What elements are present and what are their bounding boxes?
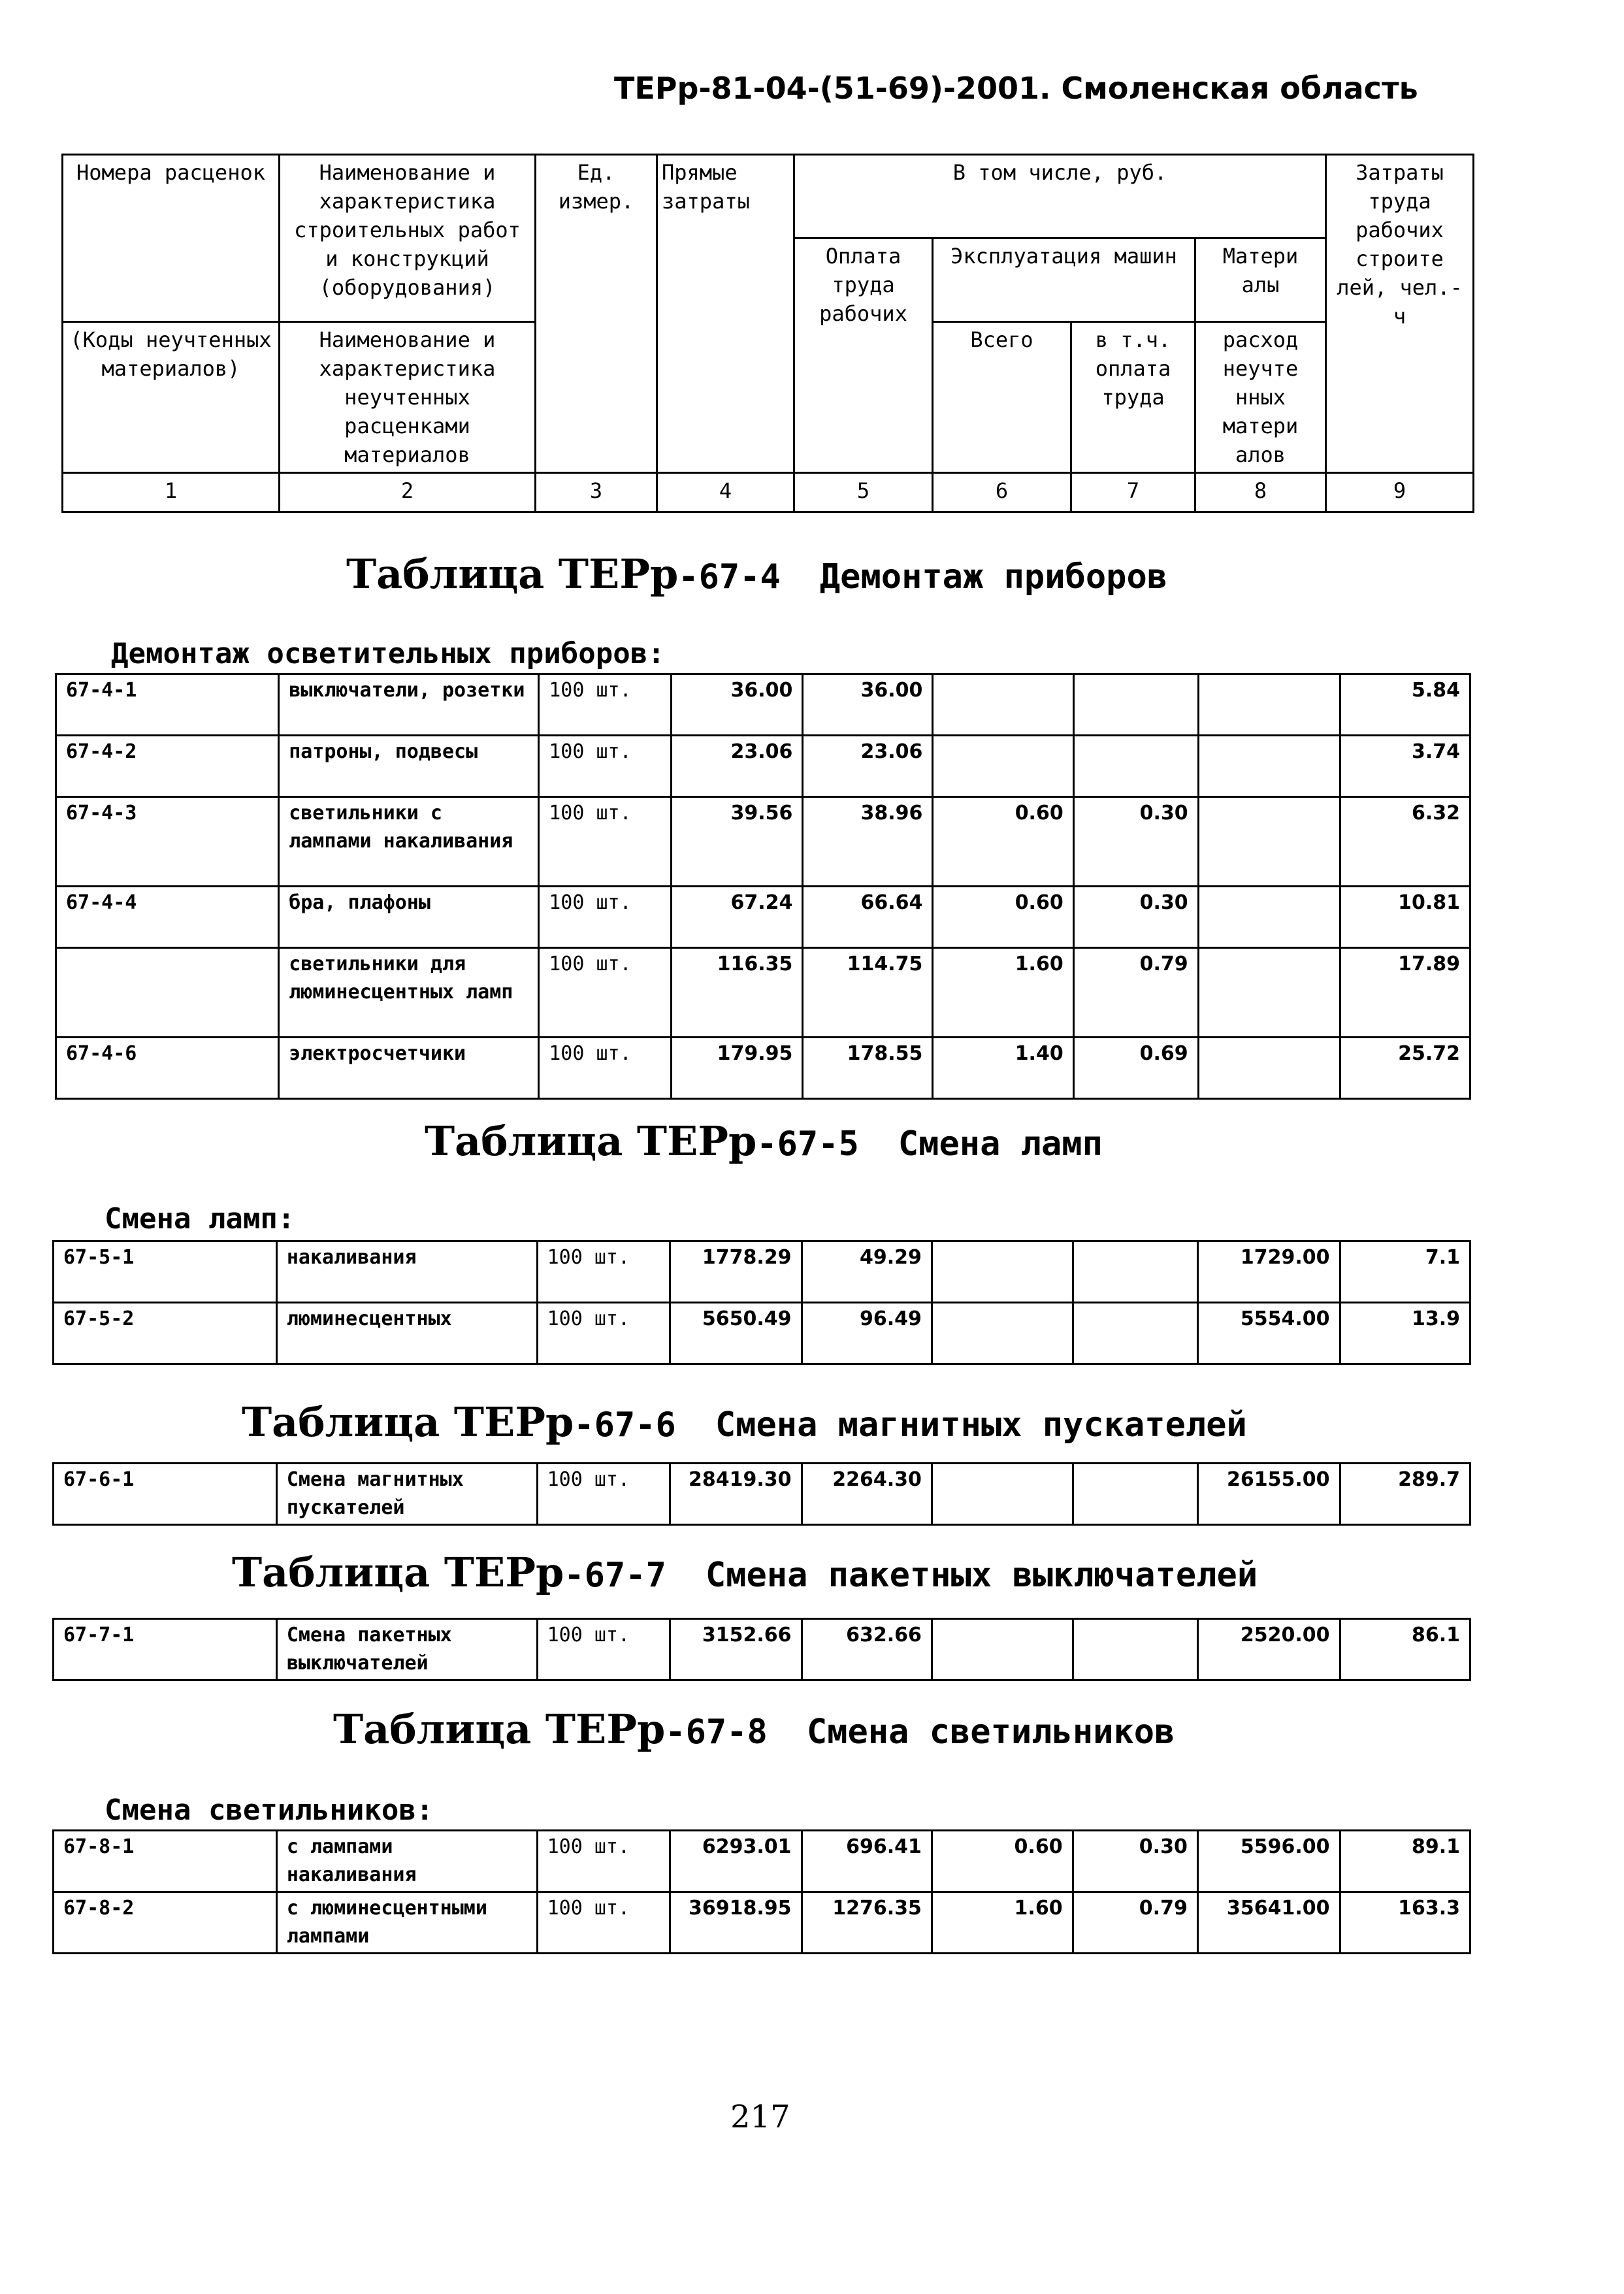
labor-hours: 289.7: [1340, 1464, 1470, 1525]
materials: [1198, 887, 1340, 948]
work-name: выключатели, розетки: [279, 674, 539, 736]
machine-cost: [932, 1464, 1073, 1525]
work-name: бра, плафоны: [279, 887, 539, 948]
rate-code: 67-7-1: [54, 1619, 277, 1680]
header-colnum: 1: [63, 473, 280, 512]
header-materials-unaccounted: расход неучте нных матери алов: [1195, 322, 1326, 473]
direct-costs: 116.35: [672, 948, 803, 1038]
table-row: [54, 1241, 1470, 1303]
header-colnum: 4: [657, 473, 794, 512]
work-name: Смена пакетных выключателей: [276, 1619, 537, 1680]
machine-cost: [932, 1619, 1073, 1680]
table-row: [54, 1892, 1470, 1954]
machine-labor: [1073, 1241, 1197, 1303]
direct-costs: 23.06: [672, 736, 803, 797]
direct-costs: 67.24: [672, 887, 803, 948]
work-name: накаливания: [276, 1241, 537, 1303]
materials: [1198, 797, 1340, 887]
labor-pay: 632.66: [802, 1619, 932, 1680]
section-subheading: Смена светильников:: [105, 1794, 434, 1827]
section-subheading: Демонтаж осветительных приборов:: [111, 637, 665, 670]
section-title: [425, 1117, 1103, 1165]
section-title-main: Таблица ТЕРр: [346, 550, 679, 598]
document-title: ТЕРр-81-04-(51-69)-2001. Смоленская область: [614, 71, 1418, 106]
section-title-main: Таблица ТЕРр: [425, 1117, 757, 1165]
unit: 100 шт.: [537, 1241, 670, 1303]
unit: 100 шт.: [539, 674, 672, 736]
rate-code: 67-4-4: [56, 887, 279, 948]
direct-costs: 39.56: [672, 797, 803, 887]
column-header-table: [61, 154, 1474, 513]
machine-cost: [932, 1303, 1073, 1364]
rate-code: 67-4-1: [56, 674, 279, 736]
table-row: [56, 887, 1470, 948]
rates-table: [52, 1618, 1471, 1681]
rate-code: 67-6-1: [54, 1464, 277, 1525]
header-machines-labor: в т.ч. оплата труда: [1071, 322, 1195, 473]
work-name: светильники для люминесцентных ламп: [279, 948, 539, 1038]
header-colnum: 3: [536, 473, 657, 512]
machine-labor: 0.30: [1073, 887, 1198, 948]
header-name-bottom: Наименование и характеристика неучтенных расценками материалов: [280, 322, 536, 473]
direct-costs: 28419.30: [670, 1464, 802, 1525]
rate-code: 67-4-2: [56, 736, 279, 797]
rate-code: 67-8-1: [54, 1831, 277, 1892]
labor-hours: 5.84: [1340, 674, 1470, 736]
materials: 35641.00: [1197, 1892, 1340, 1954]
machine-labor: [1073, 1464, 1197, 1525]
unit: 100 шт.: [537, 1892, 670, 1954]
labor-hours: 17.89: [1340, 948, 1470, 1038]
section-title: [242, 1398, 1247, 1446]
rates-table: [55, 673, 1471, 1100]
materials: [1198, 1038, 1340, 1099]
direct-costs: 6293.01: [670, 1831, 802, 1892]
work-name: с лампами накаливания: [276, 1831, 537, 1892]
section-title-name: Смена пакетных выключателей: [705, 1556, 1258, 1595]
labor-hours: 3.74: [1340, 736, 1470, 797]
header-colnum: 9: [1326, 473, 1474, 512]
unit: 100 шт.: [537, 1464, 670, 1525]
labor-pay: 23.06: [803, 736, 933, 797]
labor-pay: 114.75: [803, 948, 933, 1038]
direct-costs: 36918.95: [670, 1892, 802, 1954]
machine-cost: 0.60: [933, 887, 1073, 948]
section-title-main: Таблица ТЕРр: [242, 1398, 574, 1446]
labor-pay: 49.29: [802, 1241, 932, 1303]
direct-costs: 5650.49: [670, 1303, 802, 1364]
labor-hours: 10.81: [1340, 887, 1470, 948]
header-code-top: Номера расценок: [63, 155, 280, 322]
section-title: [232, 1548, 1258, 1596]
rate-code: 67-5-2: [54, 1303, 277, 1364]
machine-cost: 1.60: [932, 1892, 1073, 1954]
header-name-top: Наименование и характеристика строительных работ и конструкций (оборудования): [280, 155, 536, 322]
header-unit: Ед. измер.: [536, 155, 657, 473]
machine-cost: 1.60: [933, 948, 1073, 1038]
labor-pay: 178.55: [803, 1038, 933, 1099]
direct-costs: 36.00: [672, 674, 803, 736]
unit: 100 шт.: [537, 1831, 670, 1892]
table-row: [56, 1038, 1470, 1099]
unit: 100 шт.: [539, 887, 672, 948]
rates-table: [52, 1829, 1471, 1954]
materials: [1198, 674, 1340, 736]
machine-cost: 0.60: [933, 797, 1073, 887]
section-title-name: Смена магнитных пускателей: [715, 1405, 1247, 1445]
work-name: светильники с лампами накаливания: [279, 797, 539, 887]
section-title: [346, 550, 1167, 598]
table-row: [56, 797, 1470, 887]
machine-labor: 0.30: [1073, 797, 1198, 887]
header-code-bottom: (Коды неучтенных материалов): [63, 322, 280, 473]
section-title-code: -67-6: [574, 1405, 676, 1445]
materials: 2520.00: [1197, 1619, 1340, 1680]
labor-pay: 2264.30: [802, 1464, 932, 1525]
work-name: люминесцентных: [276, 1303, 537, 1364]
section-title-code: -67-8: [665, 1712, 768, 1752]
table-row: [54, 1619, 1470, 1680]
labor-pay: 96.49: [802, 1303, 932, 1364]
section-title-name: Смена ламп: [898, 1124, 1103, 1164]
table-row: [56, 736, 1470, 797]
table-row: [54, 1464, 1470, 1525]
machine-labor: 0.79: [1073, 1892, 1197, 1954]
work-name: патроны, подвесы: [279, 736, 539, 797]
header-labor-pay: Оплата труда рабочих: [794, 238, 933, 473]
machine-labor: [1073, 1619, 1197, 1680]
materials: [1198, 736, 1340, 797]
rate-code: 67-5-1: [54, 1241, 277, 1303]
rates-table: [52, 1462, 1471, 1526]
rate-code: 67-4-6: [56, 1038, 279, 1099]
header-direct-costs: Прямые затраты: [657, 155, 794, 473]
machine-labor: 0.30: [1073, 1831, 1197, 1892]
machine-cost: [933, 674, 1073, 736]
unit: 100 шт.: [537, 1619, 670, 1680]
header-colnum: 7: [1071, 473, 1195, 512]
work-name: электросчетчики: [279, 1038, 539, 1099]
labor-pay: 66.64: [803, 887, 933, 948]
rates-table: [52, 1240, 1471, 1365]
materials: 5596.00: [1197, 1831, 1340, 1892]
machine-labor: [1073, 674, 1198, 736]
header-colnum: 2: [280, 473, 536, 512]
rate-code: 67-8-2: [54, 1892, 277, 1954]
section-title-code: -67-5: [756, 1124, 859, 1164]
machine-labor: 0.69: [1073, 1038, 1198, 1099]
materials: 26155.00: [1197, 1464, 1340, 1525]
section-subheading: Смена ламп:: [105, 1202, 295, 1236]
labor-hours: 89.1: [1340, 1831, 1470, 1892]
labor-hours: 7.1: [1340, 1241, 1470, 1303]
header-colnum: 5: [794, 473, 933, 512]
section-title-name: Демонтаж приборов: [819, 557, 1168, 597]
labor-hours: 13.9: [1340, 1303, 1470, 1364]
section-title: [333, 1705, 1175, 1753]
materials: 5554.00: [1197, 1303, 1340, 1364]
table-row: [56, 948, 1470, 1038]
direct-costs: 3152.66: [670, 1619, 802, 1680]
machine-cost: [932, 1241, 1073, 1303]
section-title-main: Таблица ТЕРр: [333, 1705, 666, 1753]
labor-hours: 6.32: [1340, 797, 1470, 887]
labor-hours: 25.72: [1340, 1038, 1470, 1099]
header-labor-hours: Затраты труда рабочих строите лей, чел.-ч: [1326, 155, 1474, 473]
work-name: Смена магнитных пускателей: [276, 1464, 537, 1525]
section-title-name: Смена светильников: [806, 1712, 1175, 1752]
unit: 100 шт.: [539, 1038, 672, 1099]
materials: [1198, 948, 1340, 1038]
machine-labor: 0.79: [1073, 948, 1198, 1038]
header-machines: Эксплуатация машин: [933, 238, 1195, 322]
unit: 100 шт.: [539, 948, 672, 1038]
section-title-main: Таблица ТЕРр: [232, 1548, 564, 1596]
rate-code: [56, 948, 279, 1038]
unit: 100 шт.: [539, 797, 672, 887]
labor-hours: 163.3: [1340, 1892, 1470, 1954]
header-colnum: 8: [1195, 473, 1326, 512]
direct-costs: 179.95: [672, 1038, 803, 1099]
machine-cost: 1.40: [933, 1038, 1073, 1099]
unit: 100 шт.: [537, 1303, 670, 1364]
rate-code: 67-4-3: [56, 797, 279, 887]
machine-labor: [1073, 1303, 1197, 1364]
section-title-code: -67-4: [678, 557, 781, 597]
header-machines-total: Всего: [933, 322, 1071, 473]
labor-pay: 696.41: [802, 1831, 932, 1892]
table-row: [54, 1831, 1470, 1892]
labor-pay: 1276.35: [802, 1892, 932, 1954]
machine-labor: [1073, 736, 1198, 797]
work-name: с люминесцентными лампами: [276, 1892, 537, 1954]
header-materials: Матери алы: [1195, 238, 1326, 322]
labor-pay: 38.96: [803, 797, 933, 887]
direct-costs: 1778.29: [670, 1241, 802, 1303]
unit: 100 шт.: [539, 736, 672, 797]
machine-cost: 0.60: [932, 1831, 1073, 1892]
machine-cost: [933, 736, 1073, 797]
table-row: [56, 674, 1470, 736]
labor-pay: 36.00: [803, 674, 933, 736]
labor-hours: 86.1: [1340, 1619, 1470, 1680]
header-colnum: 6: [933, 473, 1071, 512]
table-row: [54, 1303, 1470, 1364]
header-including: В том числе, руб.: [794, 155, 1326, 238]
materials: 1729.00: [1197, 1241, 1340, 1303]
page-number: 217: [730, 2099, 790, 2135]
section-title-code: -67-7: [564, 1556, 666, 1595]
